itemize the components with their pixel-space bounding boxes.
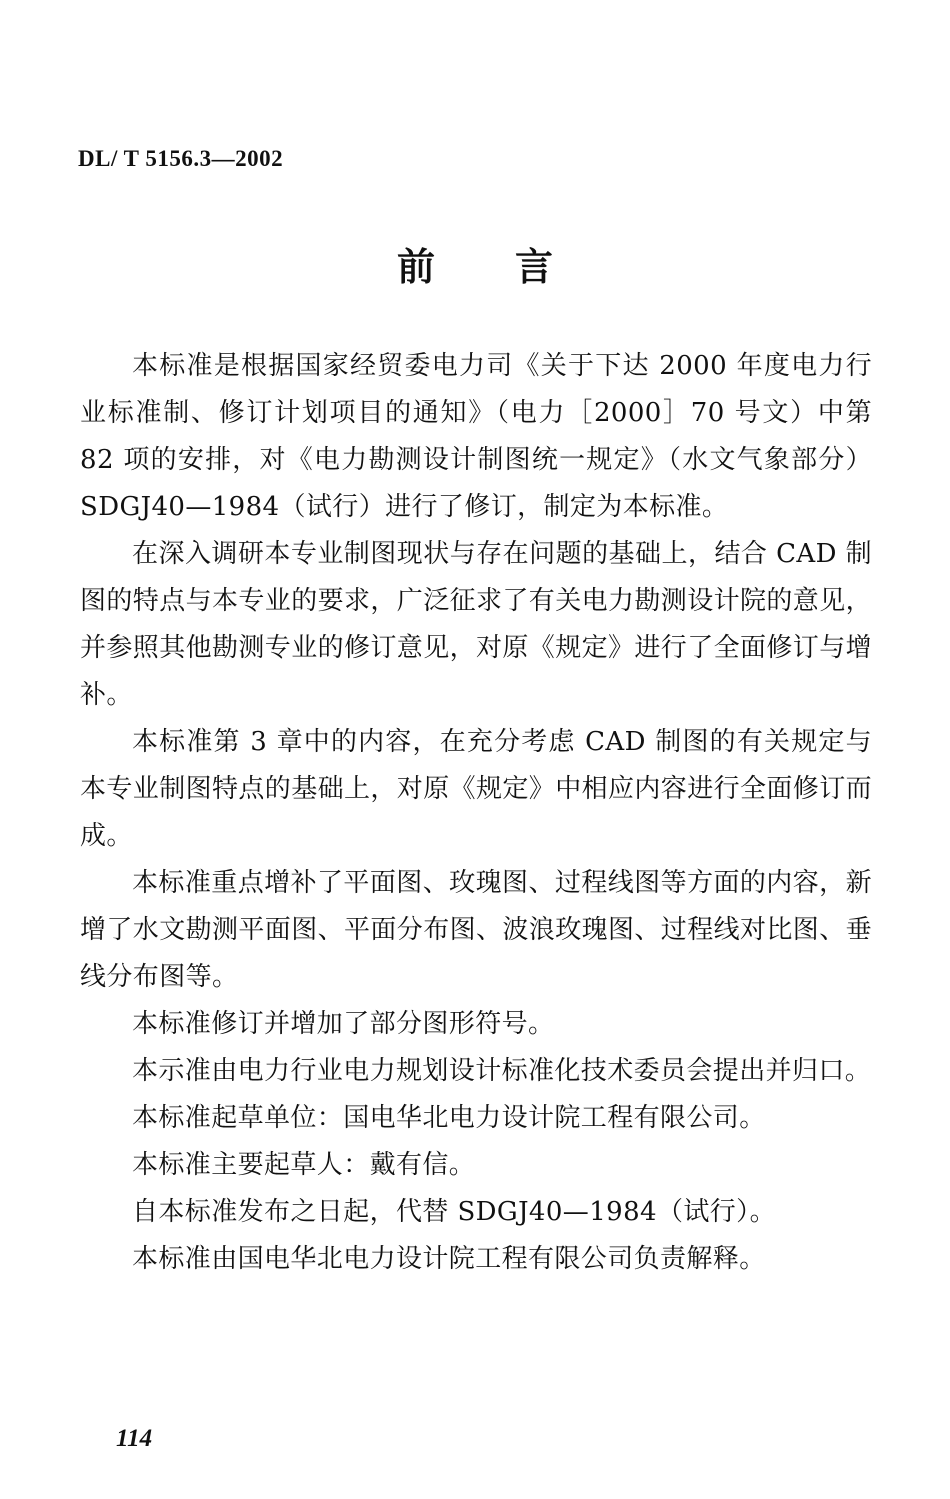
preface-body <box>80 343 872 1283</box>
page-number: 114 <box>116 1425 153 1452</box>
paragraph-3: 本标准第 3 章中的内容，在充分考虑 CAD 制图的有关规定与本专业制图特点的基础上，对原《规定》中相应内容进行全面修订而成。 <box>80 727 873 851</box>
paragraph-8: 本标准主要起草人：戴有信。 <box>132 1150 476 1180</box>
paragraph-4: 本标准重点增补了平面图、玫瑰图、过程线图等方面的内容，新增了水文勘测平面图、平面分布图、波浪玫瑰图、过程线对比图、垂线分布图等。 <box>80 868 873 992</box>
paragraph-6: 本示准由电力行业电力规划设计标准化技术委员会提出并归口。 <box>132 1056 872 1086</box>
page-title: 前言 <box>396 244 633 289</box>
paragraph-5: 本标准修订并增加了部分图形符号。 <box>132 1009 555 1039</box>
paragraph-10: 本标准由国电华北电力设计院工程有限公司负责解释。 <box>132 1244 766 1274</box>
paragraph-2: 在深入调研本专业制图现状与存在问题的基础上，结合 CAD 制图的特点与本专业的要求，广泛征求了有关电力勘测设计院的意见，并参照其他勘测专业的修订意见，对原《规定》进行了全面修订与增补。 <box>80 539 873 710</box>
paragraph-9: 自本标准发布之日起，代替 SDGJ40—1984（试行）。 <box>132 1197 776 1227</box>
paragraph-7: 本标准起草单位：国电华北电力设计院工程有限公司。 <box>132 1103 766 1133</box>
standard-code: DL/ T 5156.3—2002 <box>78 146 284 171</box>
paragraph-1: 本标准是根据国家经贸委电力司《关于下达 2000 年度电力行业标准制、修订计划项目的通知》（电力［2000］70 号文）中第 82 项的安排，对《电力勘测设计制图统一规定》（水文气象部分）SDGJ40—1984（试行）进行了修订，制定为本标准。 <box>80 351 872 522</box>
